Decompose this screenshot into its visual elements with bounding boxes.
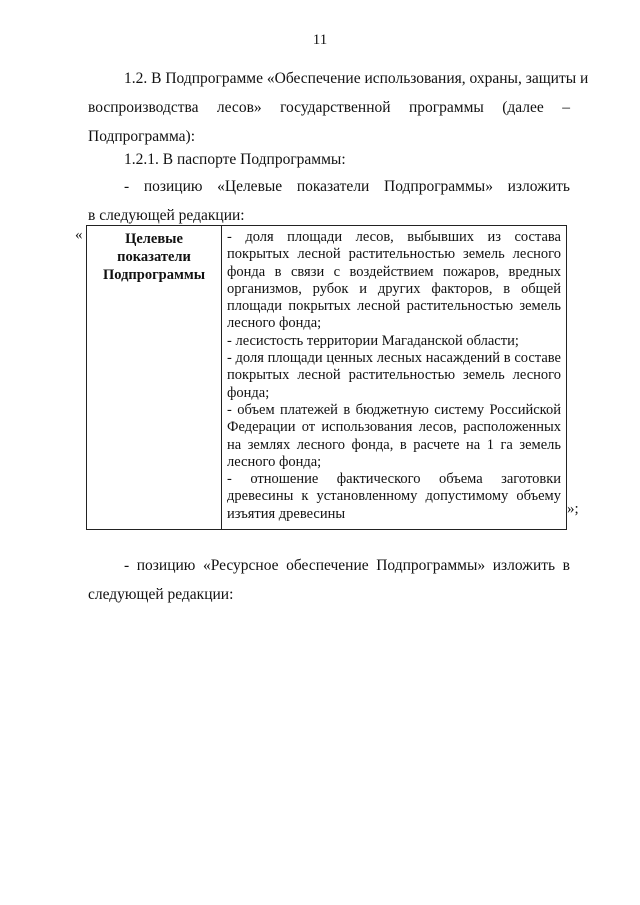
paragraph-line: следующей редакции: <box>88 586 234 603</box>
table-label-cell: Целевые показатели Подпрограммы <box>87 226 222 530</box>
opening-quote: « <box>75 227 83 243</box>
indicator-item: - доля площади ценных лесных насаждений в составе покрытых лесной растительностью земель лесного фонда; <box>227 350 561 401</box>
indicator-item: - доля площади лесов, выбывших из состава покрытых лесной растительностью земель лесного фонда в связи с воздействием пожаров, вредных организмов, рубок и других факторов, в общей площади покрытых лесной растительностью земель лесного фонда; <box>227 229 561 332</box>
paragraph-line: - позицию «Целевые показатели Подпрограммы» изложить <box>124 178 570 195</box>
paragraph-line: - позицию «Ресурсное обеспечение Подпрограммы» изложить в <box>124 557 570 574</box>
paragraph-line: воспроизводства лесов» государственной программы (далее – <box>88 99 570 116</box>
paragraph-line: 1.2. В Подпрограмме «Обеспечение использования, охраны, защиты и <box>124 70 589 87</box>
paragraph-line: 1.2.1. В паспорте Подпрограммы: <box>124 151 346 168</box>
page-number: 11 <box>312 32 328 48</box>
amendment-paragraph <box>88 64 589 151</box>
resource-provision-paragraph <box>88 551 570 609</box>
target-indicators-paragraph <box>88 172 570 230</box>
indicator-item: - лесистость территории Магаданской области; <box>227 332 519 349</box>
passport-paragraph <box>88 145 570 174</box>
indicator-item: - объем платежей в бюджетную систему Российской Федерации от использования лесов, расположенных на землях лесного фонда, в расчете на 1 га земель лесного фонда; <box>227 401 561 470</box>
paragraph-line: Подпрограмма): <box>88 128 196 145</box>
closing-quote: »; <box>567 501 579 517</box>
indicator-item: - отношение фактического объема заготовки древесины к установленному допустимому объему изъятия древесины <box>227 471 561 522</box>
table-row <box>87 226 567 530</box>
paragraph-line: в следующей редакции: <box>88 207 245 224</box>
table-text-cell <box>222 226 567 530</box>
passport-table <box>86 225 567 530</box>
